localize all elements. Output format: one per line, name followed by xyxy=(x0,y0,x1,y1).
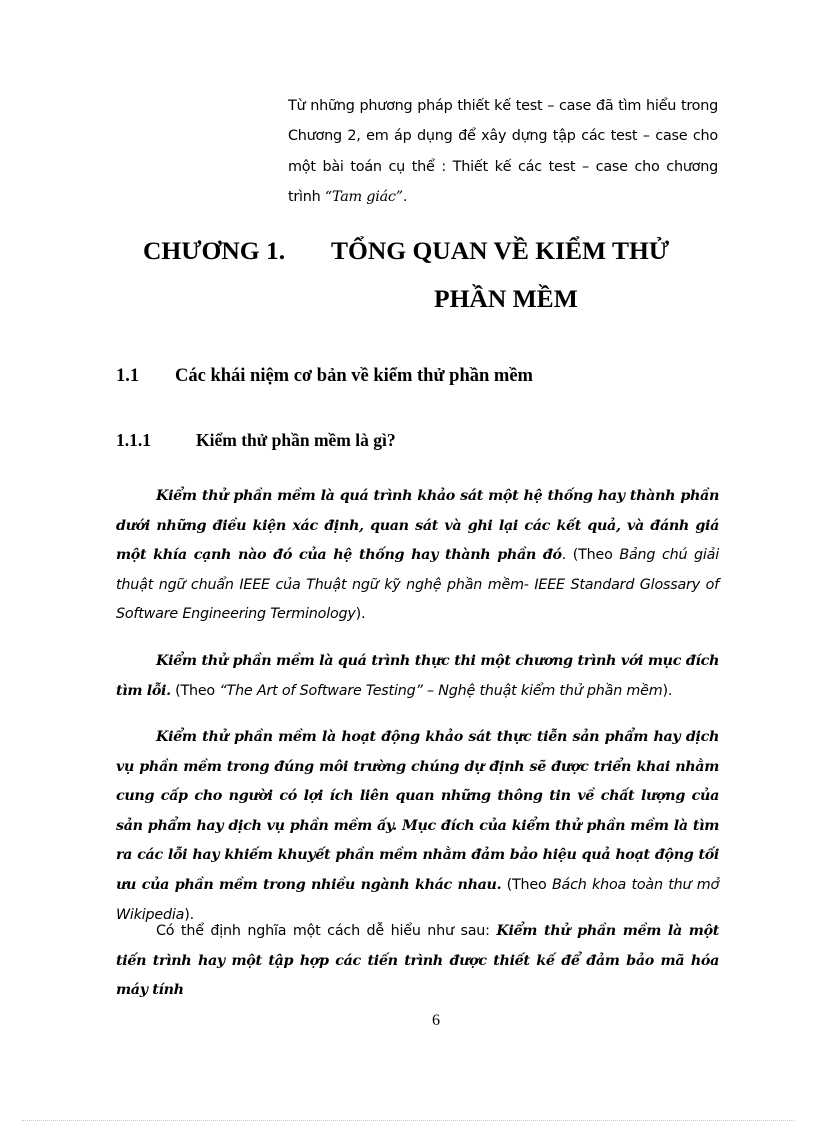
source-prefix: (Theo xyxy=(170,682,220,699)
chapter-title-line2: PHẦN MỀM xyxy=(434,284,578,313)
definition-dot: . xyxy=(561,547,567,564)
subsection-title: Kiểm thử phần mềm là gì? xyxy=(196,430,396,450)
source-prefix: (Theo xyxy=(566,547,620,564)
intro-period: . xyxy=(402,188,408,205)
source-suffix: ). xyxy=(662,682,673,699)
definition-text: Kiểm thử phần mềm là một tiến trình hay một tập hợp các tiến trình được thiết kế để đảm bảo mã hóa máy tính xyxy=(116,923,720,999)
source-citation: Bách khoa toàn thư mở Wikipedia xyxy=(116,876,720,923)
source-citation: “The Art of Software Testing” – Nghệ thuật kiểm thử phần mềm xyxy=(219,682,663,699)
chapter-number: CHƯƠNG 1. xyxy=(143,236,286,265)
intro-program-name: “Tam giác” xyxy=(324,188,403,205)
definition-text: Kiểm thử phần mềm là hoạt động khảo sát thực tiễn sản phẩm hay dịch vụ phần mềm trong đúng môi trường chúng dự định sẽ được triển khai nhằm cung cấp cho người có lợi ích liên quan những thông tin về chất lượng của sản phẩm hay dịch vụ phần mềm ấy. Mục đích của kiểm thử phần mềm là tìm ra các lỗi hay khiếm khuyết phần mềm nhằm đảm bảo hiệu quả hoạt động tối ưu của phần mềm trong nhiều ngành khác nhau. xyxy=(116,729,719,893)
source-prefix: (Theo xyxy=(501,876,552,893)
source-suffix: ). xyxy=(184,906,194,923)
definition-text: Kiểm thử phần mềm là quá trình thực thi một chương trình với mục đích tìm lỗi. xyxy=(116,653,719,699)
intro-text: Từ những phương pháp thiết kế test – case đã tìm hiểu trong Chương 2, em áp dụng để xây dựng tập các test – case cho một bài toán cụ thể : Thiết kế các test – case cho chương trình xyxy=(288,98,718,205)
source-suffix: ). xyxy=(355,606,366,623)
definition-paragraph-simple xyxy=(116,917,719,1006)
definition-text: Kiểm thử phần mềm là quá trình khảo sát một hệ thống hay thành phần dưới những điều kiện xác định, quan sát và ghi lại các kết quả, và đánh giá một khía cạnh nào đó của hệ thống hay thành phần đó xyxy=(116,488,719,564)
lead-in-text: Có thể định nghĩa một cách dễ hiểu như sau: xyxy=(156,923,497,939)
definition-paragraph-ieee xyxy=(116,482,719,630)
page-bottom-divider xyxy=(22,1120,794,1121)
subsection-number: 1.1.1 xyxy=(116,430,151,450)
section-title: Các khái niệm cơ bản về kiểm thử phần mềm xyxy=(175,366,533,386)
page-number: 6 xyxy=(432,1012,440,1029)
intro-paragraph xyxy=(288,91,718,212)
definition-paragraph-art-of-testing xyxy=(116,647,719,706)
section-number: 1.1 xyxy=(116,366,140,386)
source-citation: Bảng chú giải thuật ngữ chuẩn IEEE của Thuật ngữ kỹ nghệ phần mềm- IEEE Standard Glossary of Software Engineering Terminology xyxy=(116,547,719,623)
chapter-title-line1: TỔNG QUAN VỀ KIỂM THỬ xyxy=(331,236,670,265)
definition-paragraph-wikipedia xyxy=(116,723,719,930)
